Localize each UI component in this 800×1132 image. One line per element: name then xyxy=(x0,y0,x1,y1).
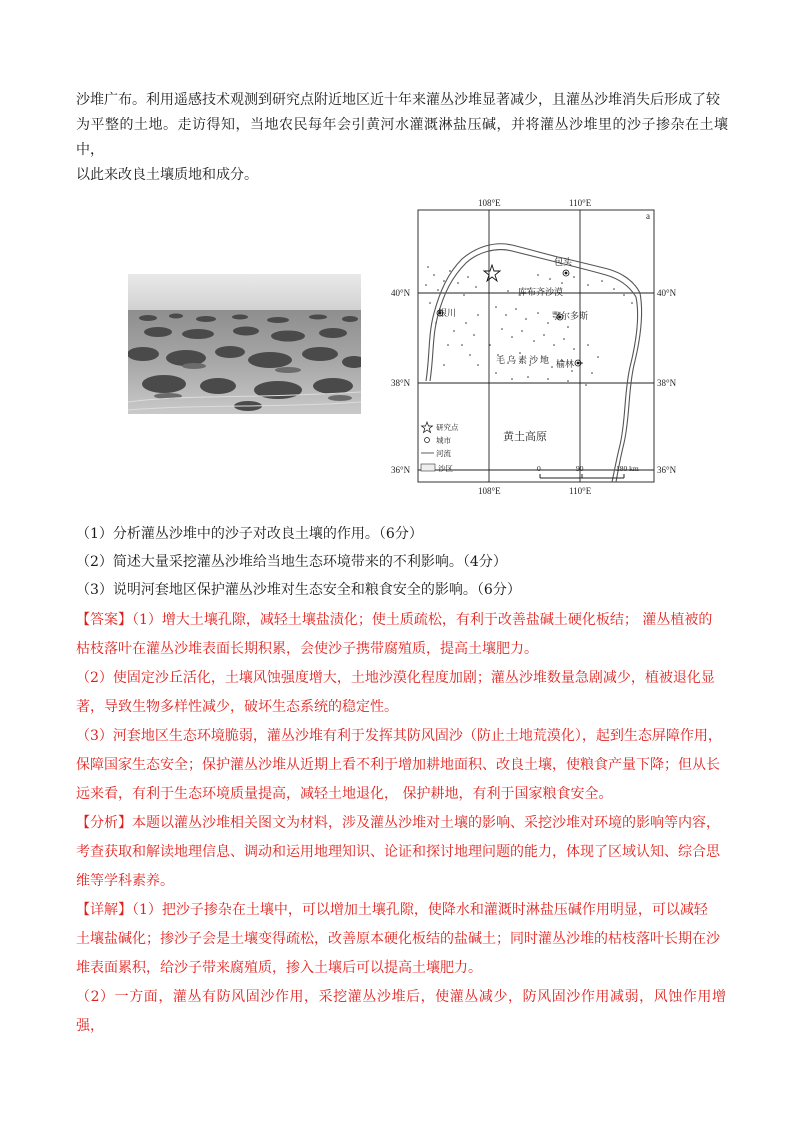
legend-sand: 沙区 xyxy=(438,464,453,473)
scale-label-180: 180 km xyxy=(616,464,639,473)
intro-line-2: 为平整的土地。走访得知，当地农民每年会引黄河水灌溉淋盐压碱，并将灌丛沙堆里的沙子掺杂在土壤中， xyxy=(76,117,728,158)
scale-label-0: 0 xyxy=(537,464,541,473)
place-loess: 黄土高原 xyxy=(503,430,547,443)
lat-label-left-36: 36°N xyxy=(391,465,411,475)
answer-section xyxy=(76,606,726,1041)
answer-line-1 xyxy=(76,606,726,635)
lat-label-left-38: 38°N xyxy=(391,378,411,388)
detail-line-1 xyxy=(76,896,726,925)
analysis-line-1 xyxy=(76,809,726,838)
legend-sand-icon xyxy=(421,464,435,471)
legend-river: 河流 xyxy=(436,449,451,458)
intro-line-3: 以此来改良土壤质地和成分。 xyxy=(76,167,258,183)
detail-line-2: 土壤盐碱化；掺沙子会是土壤变得疏松，改善原本硬化板结的盐碱土；同时灌丛沙堆的枯枝落叶长期在沙 xyxy=(76,931,720,947)
lat-label-right-38: 38°N xyxy=(657,378,677,388)
intro-paragraph xyxy=(76,88,728,188)
legend-research-point: 研究点 xyxy=(436,423,459,432)
lon-label-top-110: 110°E xyxy=(569,198,592,208)
question-list xyxy=(76,520,736,604)
dune-photo xyxy=(128,274,361,414)
detail-label: 【详解】 xyxy=(76,902,132,918)
analysis-line-2: 考查获取和解读地理信息、调动和运用地理知识、论证和探讨地理问题的能力，体现了区域认知、综合思 xyxy=(76,844,720,860)
answer-label: 【答案】 xyxy=(76,612,132,628)
analysis-text-1: 本题以灌丛沙堆相关图文为材料，涉及灌丛沙堆对土壤的影响、采挖沙堆对环境的影响等内容， xyxy=(132,815,720,831)
lat-label-right-36: 36°N xyxy=(657,465,677,475)
answer-line-2: 枯枝落叶在灌丛沙堆表面长期积累，会使沙子携带腐殖质，提高土壤肥力。 xyxy=(76,641,538,657)
lat-label-left-40: 40°N xyxy=(391,288,411,298)
detail-text-1: （1）把沙子掺杂在土壤中，可以增加土壤孔隙，使降水和灌溉时淋盐压碱作用明显，可以减轻 xyxy=(132,902,708,918)
place-baotou: 包头 xyxy=(554,258,573,268)
answer-line-6: 保障国家生态安全；保护灌丛沙堆从近期上看不利于增加耕地面积、改良土壤，使粮食产量下降；但从长 xyxy=(76,757,720,773)
question-1: （1）分析灌丛沙堆中的沙子对改良土壤的作用。（6分） xyxy=(76,526,423,542)
analysis-label: 【分析】 xyxy=(76,815,132,831)
detail-line-4: （2）一方面，灌丛有防风固沙作用，采挖灌丛沙堆后，使灌丛减少，防风固沙作用减弱，风蚀作用增强， xyxy=(76,989,726,1034)
lon-label-top-108: 108°E xyxy=(478,198,501,208)
scale-label-90: 90 xyxy=(576,464,584,473)
lon-label-bottom-110: 110°E xyxy=(569,486,592,496)
lon-label-bottom-108: 108°E xyxy=(478,486,501,496)
question-2: （2）简述大量采挖灌丛沙堆给当地生态环境带来的不利影响。（4分） xyxy=(76,554,507,570)
map-corner-label: a xyxy=(646,211,650,221)
place-yinchuan: 银川 xyxy=(438,309,457,319)
intro-line-1: 沙堆广布。利用遥感技术观测到研究点附近地区近十年来灌丛沙堆显著减少，且灌丛沙堆消失后形成了较 xyxy=(76,92,720,108)
place-maowusu: 毛乌素沙地 xyxy=(496,356,552,366)
answer-line-3: （2）使固定沙丘活化，土壤风蚀强度增大，土地沙漠化程度加剧；灌丛沙堆数量急剧减少，植被退化显 xyxy=(76,670,715,686)
answer-text-1: （1）增大土壤孔隙，减轻土壤盐渍化；使土质疏松，有利于改善盐碱土硬化板结； 灌丛植被的 xyxy=(132,612,713,628)
legend-city: 城市 xyxy=(436,436,451,445)
place-kubuqi: 库布齐沙漠 xyxy=(518,288,564,298)
place-ordos: 鄂尔多斯 xyxy=(552,312,589,322)
region-map xyxy=(378,195,700,513)
figure-area xyxy=(0,195,800,515)
place-yulin: 榆林 xyxy=(556,360,575,370)
analysis-line-3: 维等学科素养。 xyxy=(76,873,174,889)
answer-line-4: 著，导致生物多样性减少，破坏生态系统的稳定性。 xyxy=(76,699,398,715)
answer-line-5: （3）河套地区生态环境脆弱，灌丛沙堆有利于发挥其防风固沙（防止土地荒漠化），起到生态屏障作用， xyxy=(76,728,722,744)
answer-line-7: 远来看，有利于生态环境质量提高，减轻土地退化， 保护耕地，有利于国家粮食安全。 xyxy=(76,786,613,802)
detail-line-3: 堆表面累积，给沙子带来腐殖质，掺入土壤后可以提高土壤肥力。 xyxy=(76,960,482,976)
lat-label-right-40: 40°N xyxy=(657,288,677,298)
question-3: （3）说明河套地区保护灌丛沙堆对生态安全和粮食安全的影响。（6分） xyxy=(76,582,521,598)
